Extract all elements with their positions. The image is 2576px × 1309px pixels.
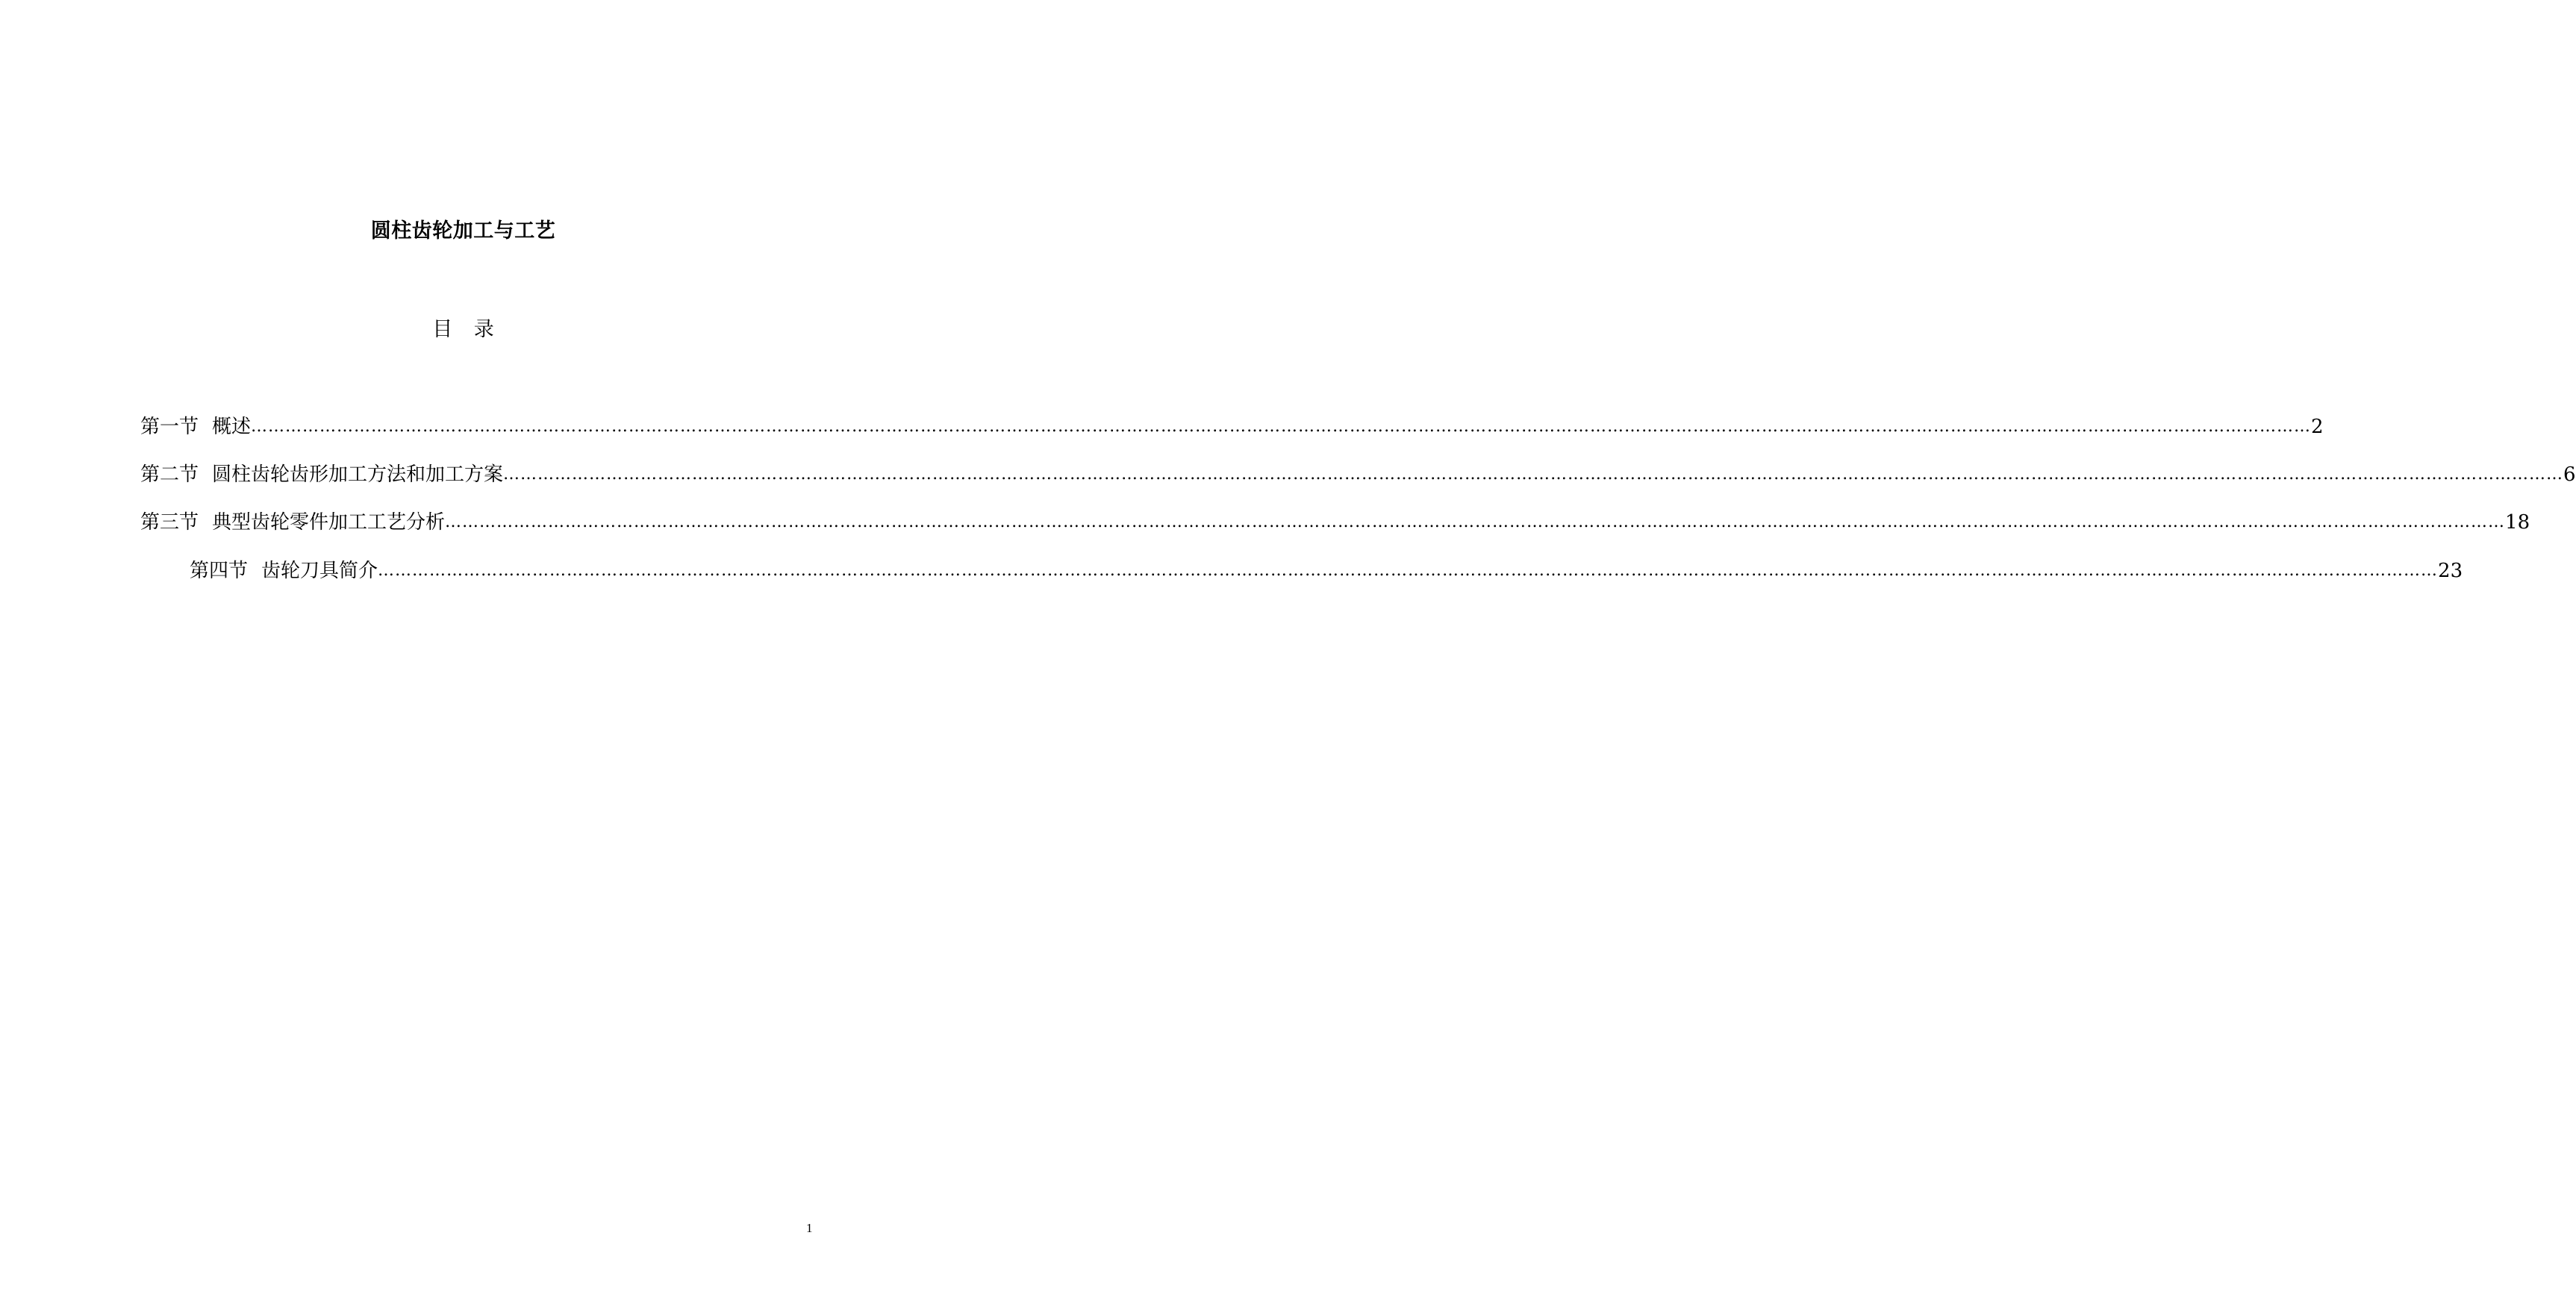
toc-entry-section: 第三节 [140, 511, 199, 534]
toc-heading-char: 目 [432, 318, 453, 341]
toc-heading [0, 316, 926, 343]
toc-entry-title: 典型齿轮零件加工工艺分析 [212, 511, 446, 534]
toc-entry-page: 18 [2505, 511, 2530, 534]
toc-dot-leader: ……………………………………………………………………………………………………………………………………………………………………………………………………………………………………………………………………………………………………………………………… [503, 465, 2564, 484]
toc-entry-title: 概述 [212, 416, 252, 438]
toc-entry-section: 第四节 [190, 560, 249, 582]
toc-entry-title: 齿轮刀具简介 [261, 560, 378, 582]
toc-heading-char: 录 [473, 318, 494, 341]
toc-entry-2 [140, 460, 2576, 490]
toc-dot-leader: ……………………………………………………………………………………………………………………………………………………………………………………………………………………………………………………………………………………………………………………………… [445, 513, 2506, 531]
toc-entry-title: 圆柱齿轮齿形加工方法和加工方案 [212, 463, 504, 486]
toc-entry-page: 23 [2438, 560, 2463, 582]
footer-page-number: 1 [806, 1221, 813, 1235]
toc-dot-leader: ……………………………………………………………………………………………………………………………………………………………………………………………………………………………………………………………………………………………………………………………… [378, 561, 2439, 580]
toc-entry-page: 6 [2563, 463, 2576, 486]
toc-entry-3 [140, 507, 2530, 537]
toc-entry-page: 2 [2311, 416, 2324, 438]
toc-dot-leader: ……………………………………………………………………………………………………………………………………………………………………………………………………………………………………………………………………………………………………………………………… [251, 417, 2312, 436]
toc-entry-section: 第一节 [140, 416, 199, 438]
toc-entry-section: 第二节 [140, 463, 199, 486]
toc-entry-1 [140, 412, 2324, 442]
toc-entry-4 [190, 556, 2463, 586]
document-title: 圆柱齿轮加工与工艺 [370, 219, 556, 243]
